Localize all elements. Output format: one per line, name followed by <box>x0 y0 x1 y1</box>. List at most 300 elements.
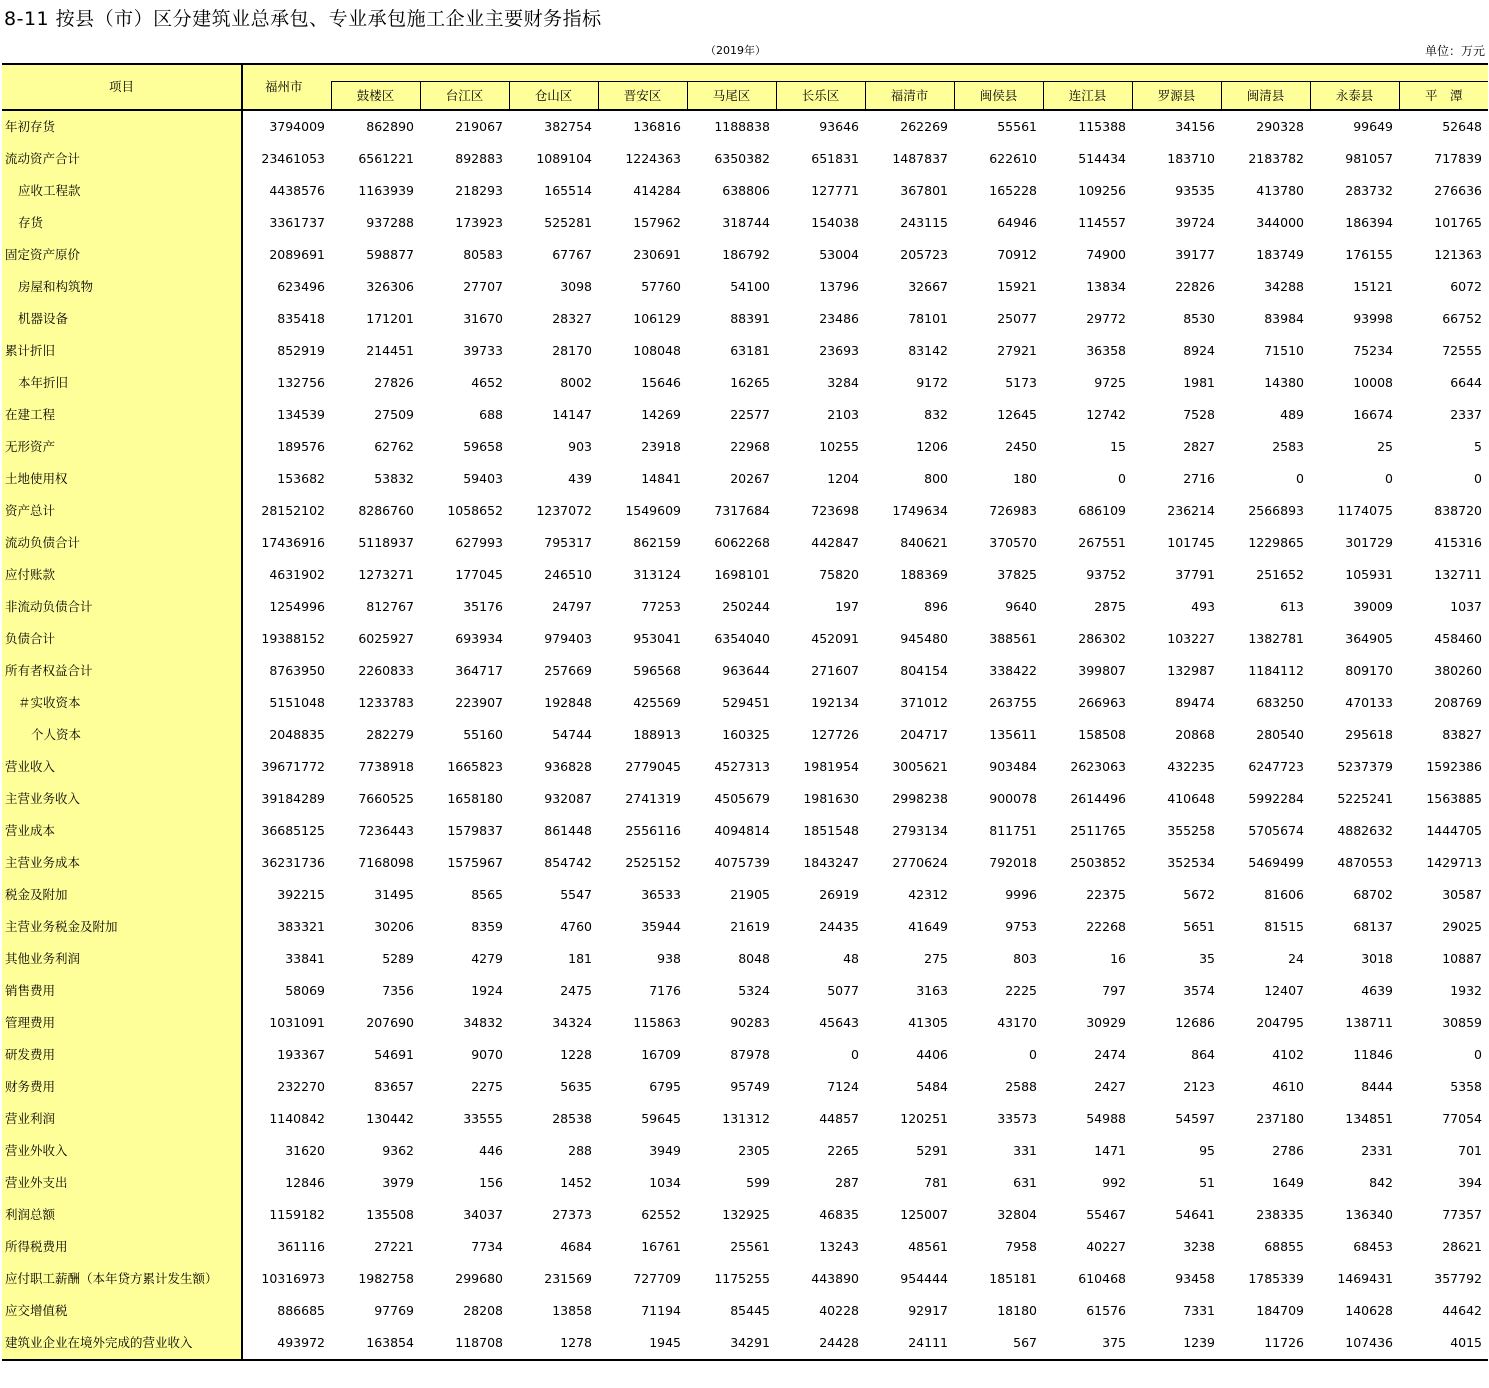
table-cell: 439 <box>568 471 592 486</box>
row-label: 所得税费用 <box>2 1231 242 1263</box>
row-label: 研发费用 <box>2 1039 242 1071</box>
table-cell: 34291 <box>687 1327 776 1360</box>
table-cell: 33573 <box>997 1111 1037 1126</box>
table-cell: 1487837 <box>892 151 948 166</box>
table-cell: 267551 <box>1078 535 1126 550</box>
table-cell: 20868 <box>1175 727 1215 742</box>
year-note: （2019年） <box>705 44 766 57</box>
table-cell: 7176 <box>649 983 681 998</box>
table-row <box>2 975 1488 1007</box>
table-cell: 622610 <box>989 151 1037 166</box>
table-cell: 53004 <box>819 247 859 262</box>
table-cell: 2786 <box>1272 1143 1304 1158</box>
table-cell: 5547 <box>560 887 592 902</box>
table-cell: 938 <box>657 951 681 966</box>
table-cell: 223907 <box>455 695 503 710</box>
row-label: 累计折旧 <box>2 335 242 367</box>
table-cell: 27373 <box>552 1207 592 1222</box>
table-cell: 1471 <box>1094 1143 1126 1158</box>
table-cell: 118708 <box>420 1327 509 1360</box>
table-cell: 23486 <box>819 311 859 326</box>
table-cell: 1031091 <box>269 1015 325 1030</box>
table-cell: 63181 <box>730 343 770 358</box>
table-cell: 1034 <box>649 1175 681 1190</box>
row-label: ＃实收资本 <box>2 687 242 719</box>
table-cell: 953041 <box>633 631 681 646</box>
table-row <box>2 1071 1488 1103</box>
table-cell: 2123 <box>1183 1079 1215 1094</box>
table-cell: 192848 <box>544 695 592 710</box>
table-cell: 103227 <box>1167 631 1215 646</box>
table-cell: 364905 <box>1345 631 1393 646</box>
table-cell: 1924 <box>471 983 503 998</box>
table-cell: 937288 <box>366 215 414 230</box>
table-cell: 87978 <box>730 1047 770 1062</box>
table-cell: 39009 <box>1353 599 1393 614</box>
table-cell: 61576 <box>1086 1303 1126 1318</box>
row-label: 主营业务收入 <box>2 783 242 815</box>
table-cell: 599 <box>746 1175 770 1190</box>
table-cell: 1649 <box>1272 1175 1304 1190</box>
table-cell: 1658180 <box>447 791 503 806</box>
table-cell: 4631902 <box>269 567 325 582</box>
row-label: 非流动负债合计 <box>2 591 242 623</box>
table-cell: 9070 <box>471 1047 503 1062</box>
table-cell: 138711 <box>1345 1015 1393 1030</box>
table-cell: 383321 <box>277 919 325 934</box>
table-cell: 185181 <box>989 1271 1037 1286</box>
table-cell: 493972 <box>242 1327 331 1360</box>
table-cell: 861448 <box>544 823 592 838</box>
table-cell: 10316973 <box>261 1271 325 1286</box>
table-cell: 33841 <box>285 951 325 966</box>
table-cell: 54744 <box>552 727 592 742</box>
table-cell: 24435 <box>819 919 859 934</box>
table-cell: 218293 <box>455 183 503 198</box>
table-cell: 1945 <box>598 1327 687 1360</box>
table-row <box>2 271 1488 303</box>
table-cell: 28208 <box>463 1303 503 1318</box>
table-cell: 44642 <box>1442 1303 1482 1318</box>
table-cell: 1037 <box>1450 599 1482 614</box>
table-cell: 5672 <box>1183 887 1215 902</box>
table-cell: 55160 <box>463 727 503 742</box>
table-cell: 4684 <box>560 1239 592 1254</box>
table-cell: 1254996 <box>269 599 325 614</box>
table-cell: 57760 <box>641 279 681 294</box>
table-cell: 48 <box>843 951 859 966</box>
row-label: 在建工程 <box>2 399 242 431</box>
table-cell: 5324 <box>738 983 770 998</box>
table-cell: 862159 <box>633 535 681 550</box>
table-cell: 1444705 <box>1426 823 1482 838</box>
table-row <box>2 1231 1488 1263</box>
table-cell: 3005621 <box>892 759 948 774</box>
table-cell: 186394 <box>1345 215 1393 230</box>
table-cell: 132987 <box>1167 663 1215 678</box>
table-row <box>2 495 1488 527</box>
table-cell: 266963 <box>1078 695 1126 710</box>
table-cell: 19388152 <box>261 631 325 646</box>
table-cell: 275 <box>924 951 948 966</box>
table-cell: 5118937 <box>358 535 414 550</box>
table-cell: 204717 <box>900 727 948 742</box>
table-cell: 10887 <box>1442 951 1482 966</box>
table-cell: 835418 <box>277 311 325 326</box>
table-cell: 34288 <box>1264 279 1304 294</box>
table-cell: 46835 <box>819 1207 859 1222</box>
table-cell: 6350382 <box>714 151 770 166</box>
table-cell: 2614496 <box>1070 791 1126 806</box>
table-cell: 331 <box>1013 1143 1037 1158</box>
table-cell: 77357 <box>1442 1207 1482 1222</box>
table-cell: 529451 <box>722 695 770 710</box>
table-cell: 361116 <box>277 1239 325 1254</box>
table-cell: 219067 <box>455 119 503 134</box>
unit-note: 单位：万元 <box>1424 44 1485 58</box>
table-cell: 14147 <box>552 407 592 422</box>
table-cell: 945480 <box>900 631 948 646</box>
row-label: 营业外收入 <box>2 1135 242 1167</box>
table-cell: 452091 <box>811 631 859 646</box>
table-cell: 2183782 <box>1248 151 1304 166</box>
table-cell: 854742 <box>544 855 592 870</box>
table-cell: 20267 <box>730 471 770 486</box>
table-row <box>2 943 1488 975</box>
row-label: 管理费用 <box>2 1007 242 1039</box>
row-label: 无形资产 <box>2 431 242 463</box>
table-cell: 99649 <box>1353 119 1393 134</box>
table-cell: 1278 <box>509 1327 598 1360</box>
table-row <box>2 591 1488 623</box>
table-cell: 367801 <box>900 183 948 198</box>
table-body <box>2 110 1488 1360</box>
table-cell: 14841 <box>641 471 681 486</box>
row-label: 财务费用 <box>2 1071 242 1103</box>
table-cell: 251652 <box>1256 567 1304 582</box>
table-cell: 4870553 <box>1337 855 1393 870</box>
table-cell: 338422 <box>989 663 1037 678</box>
row-label: 年初存货 <box>2 110 242 143</box>
row-label: 所有者权益合计 <box>2 655 242 687</box>
table-cell: 6247723 <box>1248 759 1304 774</box>
table-cell: 442847 <box>811 535 859 550</box>
table-cell: 25561 <box>730 1239 770 1254</box>
table-cell: 77054 <box>1442 1111 1482 1126</box>
table-cell: 1163939 <box>358 183 414 198</box>
table-cell: 22375 <box>1086 887 1126 902</box>
table-cell: 135508 <box>366 1207 414 1222</box>
table-row <box>2 1039 1488 1071</box>
table-cell: 4652 <box>471 375 503 390</box>
table-cell: 598877 <box>366 247 414 262</box>
table-cell: 109256 <box>1078 183 1126 198</box>
table-cell: 2793134 <box>892 823 948 838</box>
table-cell: 7660525 <box>358 791 414 806</box>
table-cell: 134851 <box>1345 1111 1393 1126</box>
table-cell: 287 <box>835 1175 859 1190</box>
table-cell: 1224363 <box>625 151 681 166</box>
table-cell: 85445 <box>730 1303 770 1318</box>
table-cell: 205723 <box>900 247 948 262</box>
table-cell: 29025 <box>1442 919 1482 934</box>
table-cell: 14380 <box>1264 375 1304 390</box>
table-cell: 375 <box>1043 1327 1132 1360</box>
table-cell: 394 <box>1458 1175 1482 1190</box>
table-row <box>2 110 1488 143</box>
table-cell: 6561221 <box>358 151 414 166</box>
table-cell: 36685125 <box>261 823 325 838</box>
table-cell: 1698101 <box>714 567 770 582</box>
table-cell: 5291 <box>916 1143 948 1158</box>
table-cell: 2588 <box>1005 1079 1037 1094</box>
table-cell: 197 <box>835 599 859 614</box>
table-cell: 71194 <box>641 1303 681 1318</box>
table-cell: 4527313 <box>714 759 770 774</box>
table-cell: 263755 <box>989 695 1037 710</box>
row-label: 负债合计 <box>2 623 242 655</box>
table-cell: 286302 <box>1078 631 1126 646</box>
table-row <box>2 335 1488 367</box>
table-cell: 280540 <box>1256 727 1304 742</box>
table-cell: 1981630 <box>803 791 859 806</box>
table-cell: 13858 <box>552 1303 592 1318</box>
table-cell: 4075739 <box>714 855 770 870</box>
table-cell: 493 <box>1191 599 1215 614</box>
table-cell: 64946 <box>997 215 1037 230</box>
table-cell: 16709 <box>641 1047 681 1062</box>
table-cell: 842 <box>1369 1175 1393 1190</box>
table-cell: 832 <box>924 407 948 422</box>
table-cell: 2265 <box>827 1143 859 1158</box>
table-cell: 180 <box>1013 471 1037 486</box>
table-cell: 27221 <box>374 1239 414 1254</box>
table-cell: 1469431 <box>1337 1271 1393 1286</box>
table-cell: 651831 <box>811 151 859 166</box>
table-cell: 2525152 <box>625 855 681 870</box>
table-cell: 610468 <box>1078 1271 1126 1286</box>
table-cell: 157962 <box>633 215 681 230</box>
table-cell: 5289 <box>382 951 414 966</box>
table-cell: 9996 <box>1005 887 1037 902</box>
table-cell: 101745 <box>1167 535 1215 550</box>
table-cell: 4505679 <box>714 791 770 806</box>
column-header-district: 闽清县 <box>1221 82 1310 111</box>
table-cell: 2623063 <box>1070 759 1126 774</box>
table-cell: 66752 <box>1442 311 1482 326</box>
table-cell: 55467 <box>1086 1207 1126 1222</box>
table-cell: 8286760 <box>358 503 414 518</box>
table-cell: 8002 <box>560 375 592 390</box>
column-header-district: 永泰县 <box>1310 82 1399 111</box>
column-header-district: 马尾区 <box>687 82 776 111</box>
table-cell: 21905 <box>730 887 770 902</box>
table-cell: 812767 <box>366 599 414 614</box>
table-cell: 193367 <box>277 1047 325 1062</box>
table-cell: 2770624 <box>892 855 948 870</box>
table-cell: 415316 <box>1434 535 1482 550</box>
table-cell: 121363 <box>1434 247 1482 262</box>
table-row <box>2 143 1488 175</box>
table-cell: 838720 <box>1434 503 1482 518</box>
table-cell: 27921 <box>997 343 1037 358</box>
table-cell: 2875 <box>1094 599 1126 614</box>
table-row <box>2 1327 1488 1360</box>
table-cell: 93752 <box>1086 567 1126 582</box>
row-label: 流动资产合计 <box>2 143 242 175</box>
row-label: 本年折旧 <box>2 367 242 399</box>
table-cell: 852919 <box>277 343 325 358</box>
table-cell: 1140842 <box>269 1111 325 1126</box>
table-cell: 1229865 <box>1248 535 1304 550</box>
table-row <box>2 1199 1488 1231</box>
table-cell: 7958 <box>1005 1239 1037 1254</box>
table-cell: 380260 <box>1434 663 1482 678</box>
table-cell: 688 <box>479 407 503 422</box>
table-cell: 8924 <box>1183 343 1215 358</box>
table-cell: 1592386 <box>1426 759 1482 774</box>
table-cell: 4760 <box>560 919 592 934</box>
table-cell: 2305 <box>738 1143 770 1158</box>
table-cell: 7528 <box>1183 407 1215 422</box>
table-cell: 954444 <box>900 1271 948 1286</box>
column-header-district: 连江县 <box>1043 82 1132 111</box>
table-cell: 39724 <box>1175 215 1215 230</box>
table-cell: 7168098 <box>358 855 414 870</box>
table-cell: 903 <box>568 439 592 454</box>
table-cell: 283732 <box>1345 183 1393 198</box>
table-cell: 93646 <box>819 119 859 134</box>
table-cell: 15 <box>1110 439 1126 454</box>
table-cell: 903484 <box>989 759 1037 774</box>
table-cell: 246510 <box>544 567 592 582</box>
table-cell: 59645 <box>641 1111 681 1126</box>
table-cell: 638806 <box>722 183 770 198</box>
table-cell: 232270 <box>277 1079 325 1094</box>
table-cell: 8444 <box>1361 1079 1393 1094</box>
table-cell: 1184112 <box>1248 663 1304 678</box>
table-cell: 2337 <box>1450 407 1482 422</box>
table-cell: 71510 <box>1264 343 1304 358</box>
table-cell: 1429713 <box>1426 855 1482 870</box>
table-cell: 23918 <box>641 439 681 454</box>
financial-indicators-table <box>2 63 1488 1361</box>
table-cell: 2511765 <box>1070 823 1126 838</box>
row-label: 机器设备 <box>2 303 242 335</box>
table-cell: 9753 <box>1005 919 1037 934</box>
table-cell: 165228 <box>989 183 1037 198</box>
table-row <box>2 687 1488 719</box>
table-cell: 5469499 <box>1248 855 1304 870</box>
table-cell: 75820 <box>819 567 859 582</box>
table-cell: 80583 <box>463 247 503 262</box>
table-cell: 5705674 <box>1248 823 1304 838</box>
row-label: 应交增值税 <box>2 1295 242 1327</box>
table-cell: 40227 <box>1086 1239 1126 1254</box>
table-cell: 83984 <box>1264 311 1304 326</box>
table-cell: 892883 <box>455 151 503 166</box>
table-cell: 5635 <box>560 1079 592 1094</box>
table-cell: 36231736 <box>261 855 325 870</box>
table-cell: 62552 <box>641 1207 681 1222</box>
table-cell: 33555 <box>463 1111 503 1126</box>
table-cell: 186792 <box>722 247 770 262</box>
column-header-item: 项目 <box>2 64 242 110</box>
table-cell: 1228 <box>560 1047 592 1062</box>
table-cell: 30859 <box>1442 1015 1482 1030</box>
table-cell: 727709 <box>633 1271 681 1286</box>
table-cell: 181 <box>568 951 592 966</box>
table-row <box>2 175 1488 207</box>
row-label: 销售费用 <box>2 975 242 1007</box>
table-cell: 24 <box>1288 951 1304 966</box>
table-row <box>2 815 1488 847</box>
table-row <box>2 239 1488 271</box>
table-cell: 154038 <box>811 215 859 230</box>
table-row <box>2 911 1488 943</box>
table-cell: 59403 <box>463 471 503 486</box>
table-cell: 5651 <box>1183 919 1215 934</box>
table-cell: 514434 <box>1078 151 1126 166</box>
table-cell: 936828 <box>544 759 592 774</box>
table-cell: 1273271 <box>358 567 414 582</box>
table-cell: 1575967 <box>447 855 503 870</box>
table-cell: 158508 <box>1078 727 1126 742</box>
table-cell: 364717 <box>455 663 503 678</box>
table-cell: 2474 <box>1094 1047 1126 1062</box>
table-cell: 3163 <box>916 983 948 998</box>
table-cell: 5173 <box>1005 375 1037 390</box>
column-header-district: 平 潭 <box>1399 82 1488 111</box>
table-row <box>2 1167 1488 1199</box>
table-cell: 44857 <box>819 1111 859 1126</box>
table-cell: 1089104 <box>536 151 592 166</box>
table-cell: 1665823 <box>447 759 503 774</box>
table-cell: 0 <box>1474 1047 1482 1062</box>
table-cell: 0 <box>1029 1047 1037 1062</box>
table-cell: 797 <box>1102 983 1126 998</box>
table-cell: 792018 <box>989 855 1037 870</box>
table-cell: 12742 <box>1086 407 1126 422</box>
table-cell: 8359 <box>471 919 503 934</box>
table-cell: 631 <box>1013 1175 1037 1190</box>
table-cell: 2716 <box>1183 471 1215 486</box>
table-cell: 0 <box>1385 471 1393 486</box>
table-cell: 7738918 <box>358 759 414 774</box>
table-cell: 290328 <box>1256 119 1304 134</box>
table-cell: 39733 <box>463 343 503 358</box>
page-title: 8-11 按县（市）区分建筑业总承包、专业承包施工企业主要财务指标 <box>4 8 602 30</box>
table-cell: 326306 <box>366 279 414 294</box>
table-cell: 17436916 <box>261 535 325 550</box>
table-row <box>2 303 1488 335</box>
table-cell: 932087 <box>544 791 592 806</box>
table-cell: 72555 <box>1442 343 1482 358</box>
table-cell: 613 <box>1280 599 1304 614</box>
table-cell: 7734 <box>471 1239 503 1254</box>
table-cell: 127726 <box>811 727 859 742</box>
table-cell: 9640 <box>1005 599 1037 614</box>
table-cell: 78101 <box>908 311 948 326</box>
table-cell: 683250 <box>1256 695 1304 710</box>
table-cell: 2048835 <box>269 727 325 742</box>
table-cell: 83827 <box>1442 727 1482 742</box>
table-cell: 115388 <box>1078 119 1126 134</box>
table-cell: 3284 <box>827 375 859 390</box>
table-cell: 135611 <box>989 727 1037 742</box>
table-cell: 12407 <box>1264 983 1304 998</box>
row-label: 流动负债合计 <box>2 527 242 559</box>
